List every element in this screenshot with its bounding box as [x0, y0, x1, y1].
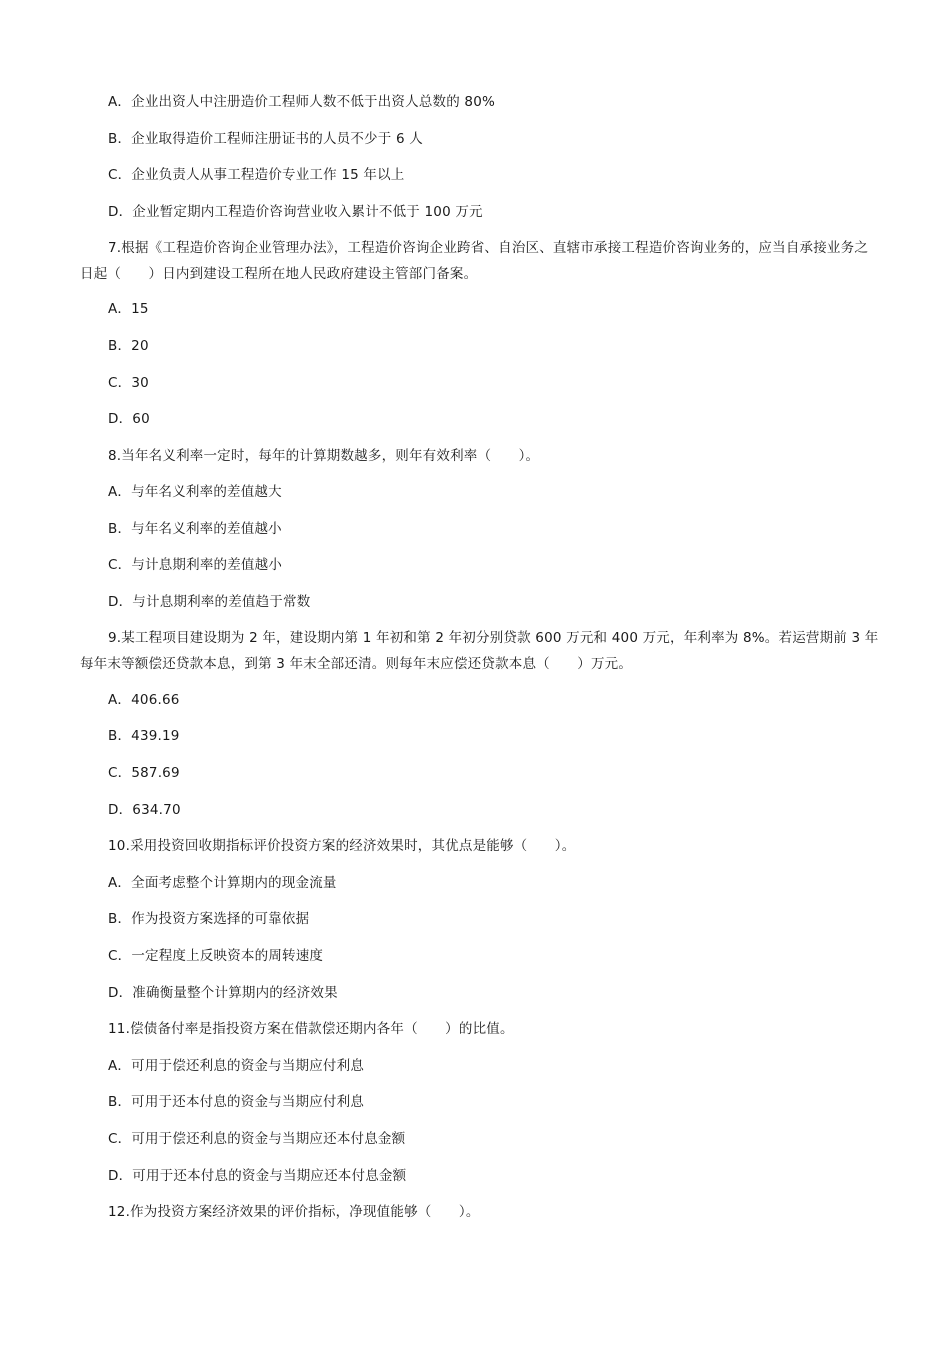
option-q9-a: A．406.66	[108, 692, 180, 708]
option-q9-d: D．634.70	[108, 802, 181, 818]
option-q10-c: C．一定程度上反映资本的周转速度	[108, 948, 324, 964]
option-q7-a: A．15	[108, 301, 149, 317]
option-q10-d: D．准确衡量整个计算期内的经济效果	[108, 985, 338, 1001]
option-q8-b: B．与年名义利率的差值越小	[108, 521, 282, 537]
option-q9-c: C．587.69	[108, 765, 180, 781]
option-q11-b: B．可用于还本付息的资金与当期应付利息	[108, 1094, 365, 1110]
option-q9-b: B．439.19	[108, 728, 180, 744]
option-q10-a: A．全面考虑整个计算期内的现金流量	[108, 875, 337, 891]
option-q6-d: D．企业暂定期内工程造价咨询营业收入累计不低于 100 万元	[108, 204, 483, 220]
option-q8-c: C．与计息期利率的差值越小	[108, 557, 283, 573]
option-q6-b: B．企业取得造价工程师注册证书的人员不少于 6 人	[108, 131, 423, 147]
option-q10-b: B．作为投资方案选择的可靠依据	[108, 911, 310, 927]
question-12: 12.作为投资方案经济效果的评价指标，净现值能够（ ）。	[108, 1204, 480, 1220]
option-q11-a: A．可用于偿还利息的资金与当期应付利息	[108, 1058, 365, 1074]
question-11: 11.偿债备付率是指投资方案在借款偿还期内各年（ ）的比值。	[108, 1021, 514, 1037]
question-10: 10.采用投资回收期指标评价投资方案的经济效果时，其优点是能够（ ）。	[108, 838, 576, 854]
question-7: 7.根据《工程造价咨询企业管理办法》，工程造价咨询企业跨省、自治区、直辖市承接工程造价咨询业务的，应当自承接业务之日起（ ）日内到建设工程所在地人民政府建设主管部门备案。	[80, 240, 869, 282]
option-q6-c: C．企业负责人从事工程造价专业工作 15 年以上	[108, 167, 405, 183]
option-q11-d: D．可用于还本付息的资金与当期应还本付息金额	[108, 1168, 407, 1184]
option-q6-a: A．企业出资人中注册造价工程师人数不低于出资人总数的 80%	[108, 94, 496, 110]
question-9: 9.某工程项目建设期为 2 年，建设期内第 1 年初和第 2 年初分别贷款 600 万元和 400 万元，年利率为 8%。若运营期前 3 年每年末等额偿还贷款本息，到第 3 年末全部还清。则每年末应偿还贷款本息（ ）万元。	[80, 630, 879, 672]
option-q7-d: D．60	[108, 411, 150, 427]
question-8: 8.当年名义利率一定时，每年的计算期数越多，则年有效利率（ ）。	[108, 448, 540, 464]
option-q11-c: C．可用于偿还利息的资金与当期应还本付息金额	[108, 1131, 406, 1147]
option-q7-c: C．30	[108, 375, 149, 391]
option-q8-a: A．与年名义利率的差值越大	[108, 484, 282, 500]
option-q7-b: B．20	[108, 338, 149, 354]
option-q8-d: D．与计息期利率的差值趋于常数	[108, 594, 311, 610]
